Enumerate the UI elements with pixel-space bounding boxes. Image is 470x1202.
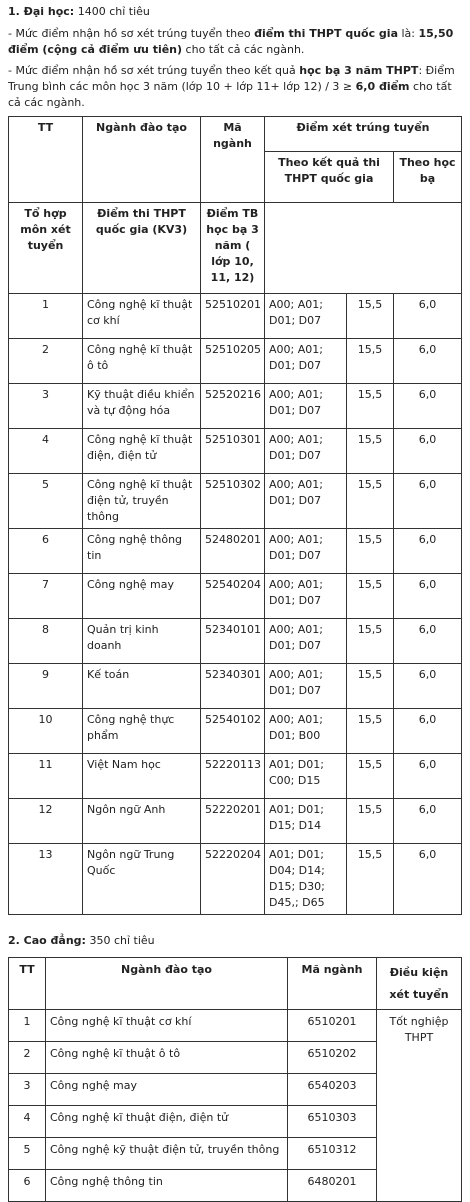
table-row: 5 Công nghệ kĩ thuật điện tử, truyền thông 52510302 A00; A01; D01; D07 15,5 6,0 (9, 473, 462, 528)
table1-header-ma: Mã ngành (201, 116, 265, 202)
table-row: 13 Ngôn ngữ Trung Quốc 52220204 A01; D01; D04; D14; D15; D30; D45,; D65 15,5 6,0 (9, 843, 462, 914)
table2-header-dk: Điều kiện xét tuyển (377, 957, 462, 1009)
table-row: 4 Công nghệ kĩ thuật điện, điện tử 6510303 (9, 1105, 462, 1137)
table2-header-ma: Mã ngành (288, 957, 377, 1009)
table1-header-diemtb: Điểm TB học bạ 3 năm ( lớp 10, 11, 12) (201, 202, 265, 293)
table-row: 1 Công nghệ kĩ thuật cơ khí 6510201 Tốt nghiệp THPT (9, 1009, 462, 1041)
university-admission-table (8, 116, 462, 915)
table-row: 8 Quản trị kinh doanh 52340101 A00; A01; D01; D07 15,5 6,0 (9, 618, 462, 663)
table-row: 10 Công nghệ thực phẩm 52540102 A00; A01; D01; B00 15,5 6,0 (9, 708, 462, 753)
table1-header-row (9, 116, 462, 151)
table1-header-empty (265, 202, 462, 293)
table2-header-nganh: Ngành đào tạo (46, 957, 288, 1009)
section2-heading: 2. Cao đẳng: 350 chỉ tiêu (8, 933, 155, 947)
college-admission-table (8, 957, 462, 1202)
table-row: 4 Công nghệ kĩ thuật điện, điện tử 52510301 A00; A01; D01; D07 15,5 6,0 (9, 428, 462, 473)
table1-header-tt: TT (9, 116, 83, 202)
table2-condition: Tốt nghiệp THPT (377, 1009, 462, 1201)
table1-subheader-row-2 (9, 202, 462, 293)
table-row: 11 Việt Nam học 52220113 A01; D01; C00; D15 15,5 6,0 (9, 753, 462, 798)
table-row: 12 Ngôn ngữ Anh 52220201 A01; D01; D15; D14 15,5 6,0 (9, 798, 462, 843)
table1-header-diemthi: Điểm thi THPT quốc gia (KV3) (83, 202, 201, 293)
table-row: 2 Công nghệ kĩ thuật ô tô 52510205 A00; A01; D01; D07 15,5 6,0 (9, 338, 462, 383)
table1-header-nganh: Ngành đào tạo (83, 116, 201, 202)
table-row: 9 Kế toán 52340301 A00; A01; D01; D07 15,5 6,0 (9, 663, 462, 708)
table-row: 6 Công nghệ thông tin 52480201 A00; A01; D01; D07 15,5 6,0 (9, 528, 462, 573)
table-row: 7 Công nghệ may 52540204 A00; A01; D01; D07 15,5 6,0 (9, 573, 462, 618)
table-row: 2 Công nghệ kĩ thuật ô tô 6510202 (9, 1041, 462, 1073)
table1-header-tohop: Tổ hợp môn xét tuyển (9, 202, 83, 293)
table-row: 1 Công nghệ kĩ thuật cơ khí 52510201 A00; A01; D01; D07 15,5 6,0 (9, 293, 462, 338)
table1-header-thpt: Theo kết quả thi THPT quốc gia (265, 151, 394, 202)
table-row: 5 Công nghệ kỹ thuật điện tử, truyền thông 6510312 (9, 1137, 462, 1169)
section1-score-thpt: - Mức điểm nhận hồ sơ xét trúng tuyển theo điểm thi THPT quốc gia là: 15,50 điểm (cộng cả điểm ưu tiên) cho tất cả các ngành. (8, 26, 454, 56)
table2-header-row (9, 957, 462, 1009)
table-row: 3 Kỹ thuật điều khiển và tự động hóa 52520216 A00; A01; D01; D07 15,5 6,0 (9, 383, 462, 428)
table1-header-hocba: Theo học bạ (394, 151, 462, 202)
table-row: 6 Công nghệ thông tin 6480201 (9, 1169, 462, 1201)
table1-header-diem: Điểm xét trúng tuyển (265, 116, 462, 151)
section1-score-hocba: - Mức điểm nhận hồ sơ xét trúng tuyển theo kết quả học bạ 3 năm THPT: Điểm Trung bình các môn học 3 năm (lớp 10 + lớp 11+ lớp 12) / 3 ≥ 6,0 điểm cho tất cả các ngành. (8, 63, 455, 109)
section1-heading: 1. Đại học: 1400 chỉ tiêu (8, 5, 150, 18)
table-row: 3 Công nghệ may 6540203 (9, 1073, 462, 1105)
table2-header-tt: TT (9, 957, 46, 1009)
